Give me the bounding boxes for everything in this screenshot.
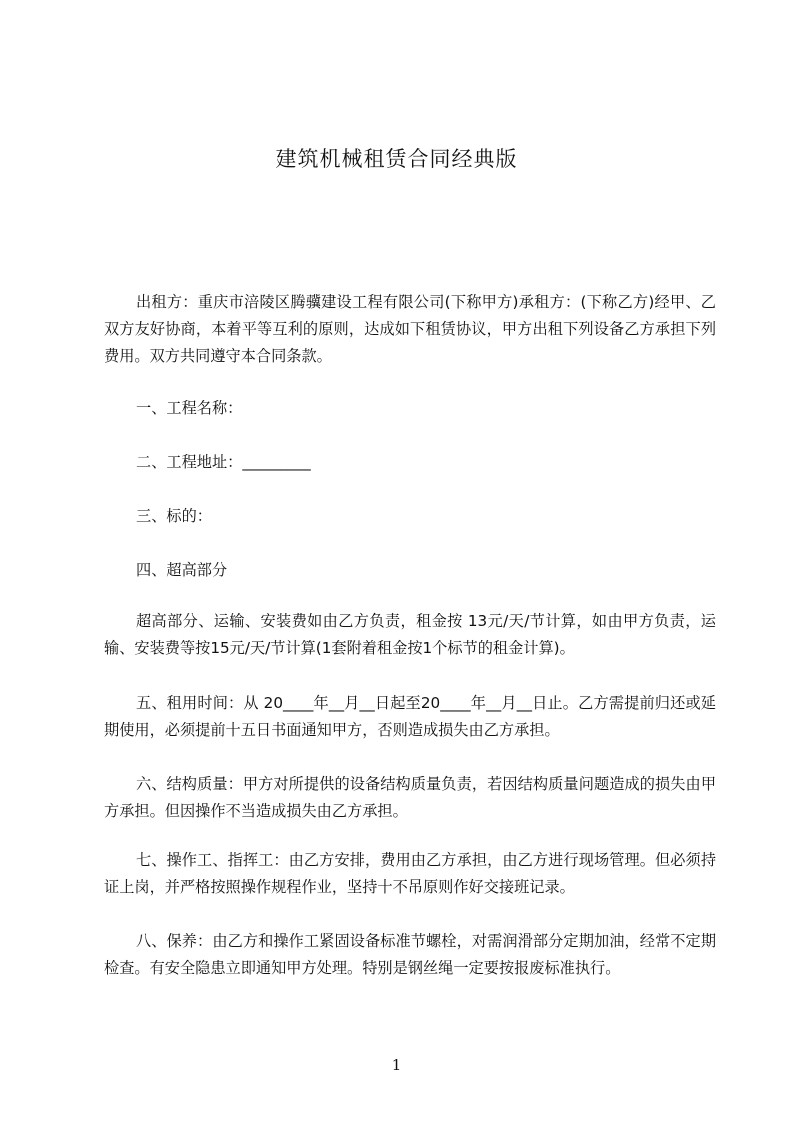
clause-project-address: [104, 449, 716, 476]
clause-subject: [104, 503, 716, 530]
clause-project-name: [104, 395, 716, 422]
clause-overheight-detail-text: 超高部分、运输、安装费如由乙方负责，租金按 13元/天/节计算，如由甲方负责，运输、安装费等按15元/天/节计算(1套附着租金按1个标节的租金计算)。: [104, 612, 716, 657]
clause-project-address-text: 二、工程地址：_________: [136, 453, 311, 471]
clause-maintenance-text: 八、保养：由乙方和操作工紧固设备标准节螺栓，对需润滑部分定期加油，经常不定期检查。有安全隐患立即通知甲方处理。特别是钢丝绳一定要按报废标准执行。: [104, 932, 716, 977]
clause-operators-text: 七、操作工、指挥工：由乙方安排，费用由乙方承担，由乙方进行现场管理。但必须持证上岗，并严格按照操作规程作业，坚持十不吊原则作好交接班记录。: [104, 851, 716, 896]
intro-text: 出租方：重庆市涪陵区腾骥建设工程有限公司(下称甲方)承租方：(下称乙方)经甲、乙双方友好协商，本着平等互利的原则，达成如下租赁协议，甲方出租下列设备乙方承担下列费用。双方共同遵守本合同条款。: [104, 293, 716, 365]
clause-overheight-text: 四、超高部分: [136, 561, 228, 579]
page-number: 1: [391, 1056, 402, 1074]
clause-operators: [104, 847, 716, 901]
clause-subject-text: 三、标的：: [136, 507, 212, 525]
clause-project-name-text: 一、工程名称：: [136, 399, 243, 417]
clause-structural-quality-text: 六、结构质量：甲方对所提供的设备结构质量负责，若因结构质量问题造成的损失由甲方承担。但因操作不当造成损失由乙方承担。: [104, 775, 716, 820]
intro-paragraph: [104, 289, 716, 370]
clause-overheight-detail: [104, 608, 716, 662]
clause-rental-period: [104, 690, 716, 744]
clause-rental-period-text: 五、租用时间：从 20____年__月__日起至20____年__月__日止。乙方需提前归还或延期使用，必须提前十五日书面通知甲方，否则造成损失由乙方承担。: [104, 694, 716, 739]
document-title: 建筑机械租赁合同经典版: [275, 147, 518, 171]
clause-maintenance: [104, 928, 716, 982]
clause-structural-quality: [104, 771, 716, 825]
clause-overheight: [104, 557, 716, 584]
